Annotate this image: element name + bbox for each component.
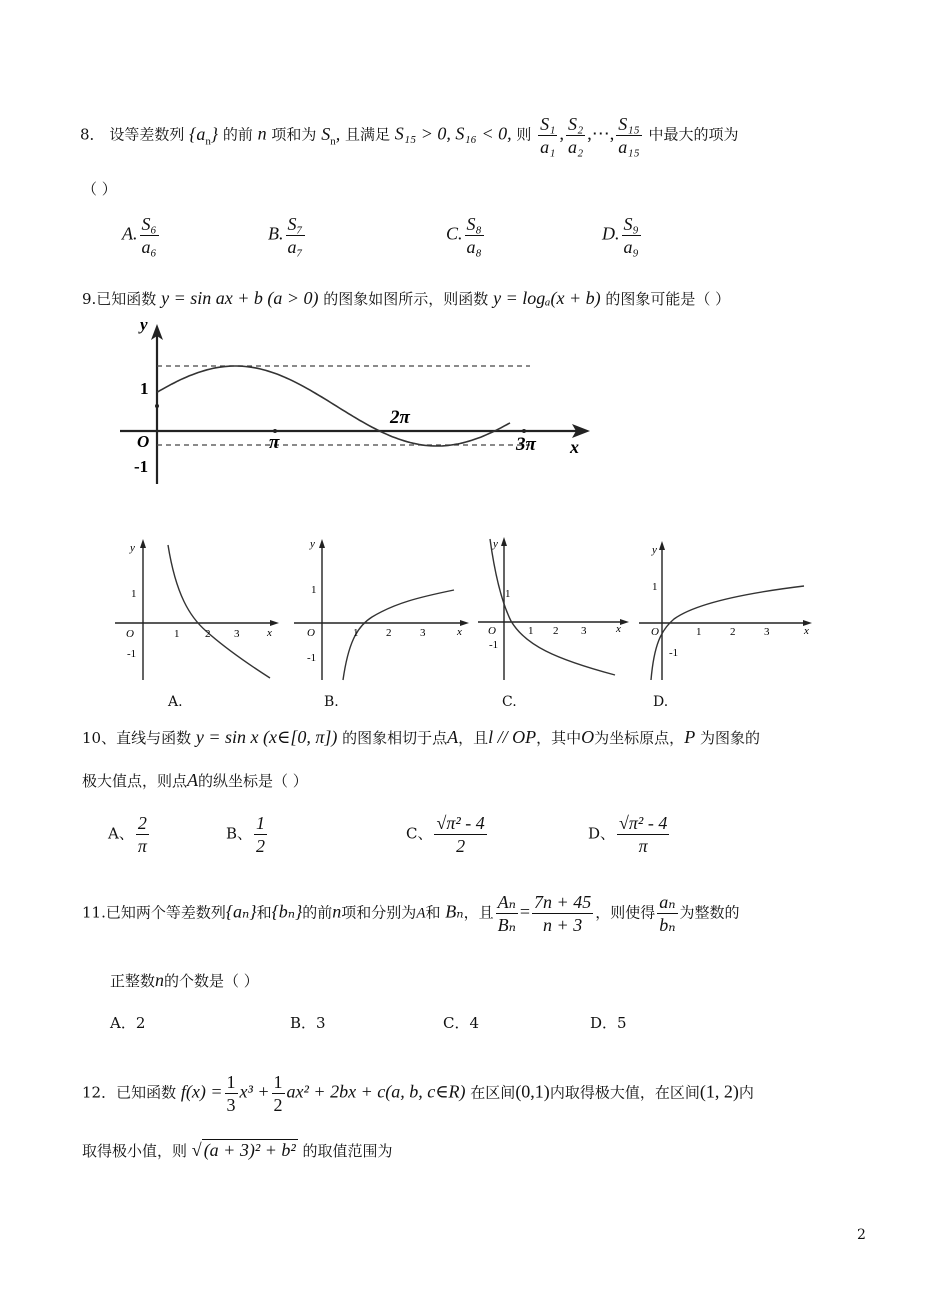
y-label: y [140,315,148,334]
q9-graph-a-label: A. [168,694,183,710]
q8-option-a: A. $\frac{\text{S₆}}{\text{a₆}}$ [122,214,157,257]
svg-text:O: O [651,626,659,638]
svg-text:1: 1 [696,626,702,638]
x-label: x [570,437,579,457]
tick-1-label: 1 [140,379,149,398]
svg-text:1: 1 [505,588,511,600]
svg-text:O: O [488,625,496,637]
q8-stem-c: 项和为 [271,125,317,144]
svg-text:3: 3 [764,626,770,638]
q8-frac-15: $\frac{\text{S₁₅}}{\text{a₁₅}}$ [618,114,640,157]
q8-option-c: C. $\frac{\text{S₈}}{\text{a₈}}$ [446,214,482,257]
svg-text:1: 1 [311,584,317,596]
svg-text:2: 2 [730,626,736,638]
q12-sqrt-expression: √ (a + 3)² + b² [191,1140,296,1160]
q12-line1: 12．已知函数 f(x) = $\frac{1}{3}$ x³ + $\frac{1}{2}$ ax² + 2bx + c(a, b, c∈R) 在区间(0,1)内取得极大值，在区间(1, 2)内 [82,1072,754,1115]
q11-frac-ab-sums: $\frac{\text{Aₙ}}{\text{Bₙ}}$ [497,892,516,935]
q8-n: n [257,123,267,144]
q9-graph-b-label: B. [324,694,339,710]
svg-text:y: y [493,538,498,550]
curve-a [168,545,270,678]
q9-graph-c-label: C. [502,694,517,710]
svg-text:-1: -1 [127,648,137,660]
q8-stem-a: 设等差数列 [109,125,185,144]
q8-stem-b: 的前 [222,125,253,144]
svg-text:x: x [457,626,462,638]
q11-option-b: B．3 [290,1014,326,1032]
q8-stem-d: 且满足 [344,125,390,144]
q11-option-d: D．5 [590,1014,627,1032]
svg-text:1: 1 [652,581,658,593]
q8-sn: $S_n$, [321,123,341,148]
svg-text:2: 2 [386,627,392,639]
q10-formula: y = sin x (x∈[0, π]) [195,727,338,747]
svg-text:3: 3 [581,625,587,637]
q9-graph-d [636,535,816,685]
two-pi-label: 2π [390,407,410,428]
q12-line2: 取得极小值，则 √ (a + 3)² + b² 的取值范围为 [82,1140,393,1160]
q8-stem-e: 则 [516,125,532,144]
svg-text:y: y [652,544,657,556]
q8-dots: ,⋯, [587,123,615,144]
curve-c [490,539,615,675]
svg-text:y: y [310,538,315,550]
svg-text:1: 1 [353,627,359,639]
q11-line2: 正整数n的个数是（ ） [110,970,259,990]
svg-text:-1: -1 [307,652,317,664]
q8-line1: 8． 设等差数列 $\{a_n\}$ 的前 n 项和为 $S_n$, 且满足 S₁₅ > 0, S₁₆ < 0, 则 $\frac{\text{S₁}}{\text{a₁}}$ , $\frac{\text{S₂}}{\text{a₂}}$ ,⋯, $\frac{\text{S₁₅}}{\text{a₁₅}}$ 中最大的项为 [80,114,739,157]
svg-text:1: 1 [174,628,180,640]
q11-frac-ratio: $\frac{7n + 45}{n + 3}$ [534,892,592,935]
q10-option-c: C、 $\frac{\text{√π² - 4}}{2}$ [406,813,485,856]
origin-label: O [137,432,150,451]
tick-neg1-label: -1 [134,457,149,476]
q8-stem-f: 中最大的项为 [648,125,739,144]
svg-text:2: 2 [553,625,559,637]
q8-number: 8． [80,125,105,144]
svg-text:O: O [126,628,134,640]
q10-option-d: D、 $\frac{\text{√π² - 4}}{\pi}$ [588,813,668,856]
q8-frac-2: $\frac{\text{S₂}}{\text{a₂}}$ [567,114,584,157]
q9-graph-a [110,535,280,685]
q10-option-b: B、 $\frac{1}{2}$ [226,813,266,856]
svg-text:1: 1 [528,625,534,637]
svg-text:x: x [267,627,272,639]
q10-option-a: A、 $\frac{2}{\pi}$ [108,813,147,856]
curve-b [343,590,454,680]
svg-text:3: 3 [234,628,240,640]
q9-graph-c [475,535,635,685]
q9-sine-graph [110,312,600,492]
q9-formula-log: y = logₐ(x + b) [493,288,601,308]
q8-option-d: D. $\frac{\text{S₉}}{\text{a₉}}$ [602,214,639,257]
three-pi-label: 3π [516,434,536,455]
page-number: 2 [857,1227,866,1243]
svg-text:O: O [307,627,315,639]
sine-curve [157,366,510,446]
svg-text:y: y [130,542,135,554]
pi-label: π [269,432,280,453]
svg-text:x: x [616,623,621,635]
svg-text:1: 1 [131,588,137,600]
q9-graph-b [290,535,470,685]
q8-condition: S₁₅ > 0, S₁₆ < 0, [394,123,512,144]
svg-text:2: 2 [205,628,211,640]
y-intercept-point [155,404,159,408]
svg-text:3: 3 [420,627,426,639]
q8-frac-1: $\frac{\text{S₁}}{\text{a₁}}$ [540,114,556,157]
q11-option-a: A．2 [110,1014,146,1032]
q9-stem: 9.已知函数 y = sin ax + b (a > 0) 的图象如图所示，则函数 y = logₐ(x + b) 的图象可能是（ ） [82,288,731,308]
q9-graph-d-label: D. [653,694,669,710]
q10-line1: 10、直线与函数 y = sin x (x∈[0, π]) 的图象相切于点A，且l // OP，其中O为坐标原点，P 为图象的 [82,727,760,747]
q10-line2: 极大值点，则点A的纵坐标是（ ） [82,770,308,790]
q11-line1: 11.已知两个等差数列{aₙ}和{bₙ}的前n项和分别为A和 Bₙ，且 $\frac{\text{Aₙ}}{\text{Bₙ}}$ = $\frac{7n + 45}{n + 3}$ ，则使得 $\frac{\text{aₙ}}{\text{bₙ}}$ 为整数的 [82,892,740,935]
q10-parallel: l // OP [488,727,537,747]
q8-seq: $\{a_n\}$ [189,123,219,148]
q9-formula-sin: y = sin ax + b (a > 0) [161,288,319,308]
q8-answer-paren: （ ） [82,180,117,198]
q11-option-c: C．4 [443,1014,480,1032]
svg-text:x: x [804,625,809,637]
curve-d [651,586,804,680]
q8-option-b: B. $\frac{\text{S₇}}{\text{a₇}}$ [268,214,303,257]
svg-text:-1: -1 [489,639,499,651]
svg-text:-1: -1 [669,647,679,659]
q11-frac-ab-terms: $\frac{\text{aₙ}}{\text{bₙ}}$ [659,892,676,935]
